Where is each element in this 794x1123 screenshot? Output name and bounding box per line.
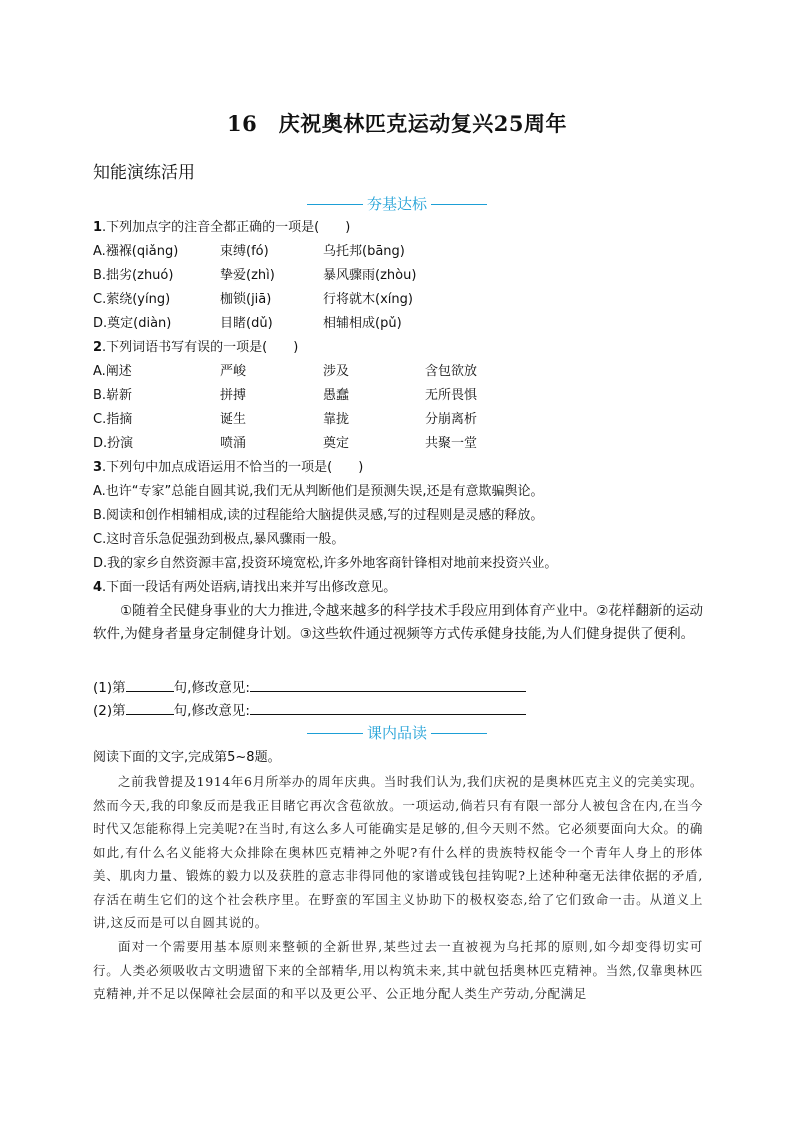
question-number: 2 [93,340,103,355]
answer-label: 句,修改意见: [173,680,250,696]
band-line-left [307,204,363,205]
revision-blank[interactable] [250,677,526,692]
option-item: 含包欲放 [425,364,478,379]
q4-passage: ①随着全民健身事业的大力推进,令越来越多的科学技术手段应用到体育产业中。②花样翻新的运动软件,为健身者量身定制健身计划。③这些软件通过视频等方式传承健身技能,为人们健身提供了便利。 [93,603,703,642]
page-title: 16 庆祝奥林匹克运动复兴25周年 [227,111,567,136]
q4-answer-line-2 [93,700,526,722]
option-item: 行将就木(xíng) [323,292,413,307]
option-item: A.阐述 [93,364,132,379]
question-3 [93,458,363,478]
question-4 [93,578,396,598]
q3-option-d: D.我的家乡自然资源丰富,投资环境宽松,许多外地客商针锋相对地前来投资兴业。 [93,556,558,571]
question-number: 4 [93,580,103,595]
q3-option-b: B.阅读和创作相辅相成,读的过程能给大脑提供灵感,写的过程则是灵感的释放。 [93,508,544,523]
option-item: 分崩离析 [425,412,478,427]
option-item: 束缚(fó) [220,244,269,259]
q4-answer-line-1 [93,677,526,699]
option-item: D.奠定(diàn) [93,316,172,331]
option-item: 乌托邦(bāng) [323,244,405,259]
option-item: B.崭新 [93,388,133,403]
reading-paragraph-2: 面对一个需要用基本原则来整顿的全新世界,某些过去一直被视为乌托邦的原则,如今却变得切实可行。人类必须吸收古文明遗留下来的全部精华,用以构筑未来,其中就包括奥林匹克精神。当然,仅靠奥林匹克精神,并不足以保障社会层面的和平以及更公平、公正地分配人类生产劳动,分配满足 [93,939,703,1001]
q3-option-a: A.也许“专家”总能自圆其说,我们无从判断他们是预测失误,还是有意欺骗舆论。 [93,484,544,499]
option-item: B.拙劣(zhuó) [93,268,174,283]
option-item: C.萦绕(yíng) [93,292,171,307]
question-2 [93,338,298,358]
option-item: D.扮演 [93,436,134,451]
option-item: 共聚一堂 [425,436,478,451]
reading-instruction: 阅读下面的文字,完成第5~8题。 [93,750,281,765]
option-item: 严峻 [220,364,247,379]
option-item: 挚爱(zhì) [220,268,275,283]
option-item: 目睹(dǔ) [220,316,273,331]
band-title: 夯基达标 [366,195,427,213]
answer-label: 句,修改意见: [173,703,250,719]
answer-prefix: (2)第 [93,703,126,719]
option-item: 枷锁(jiā) [220,292,272,307]
option-item: 愚蠢 [323,388,350,403]
option-item: 诞生 [220,412,247,427]
section-band-reading [0,723,794,743]
option-item: 涉及 [323,364,350,379]
question-1 [93,218,350,238]
band-line-right [431,204,487,205]
option-item: 暴风骤雨(zhòu) [323,268,417,283]
question-text: .下面一段话有两处语病,请找出来并写出修改意见。 [102,580,397,595]
question-text: .下列词语书写有误的一项是( ) [102,340,299,355]
band-line-right [431,733,487,734]
question-number: 3 [93,460,103,475]
option-item: C.指摘 [93,412,133,427]
sentence-number-blank[interactable] [126,700,174,715]
q3-option-c: C.这时音乐急促强劲到极点,暴风骤雨一般。 [93,532,345,547]
question-text: .下列加点字的注音全都正确的一项是( ) [102,220,351,235]
option-item: 无所畏惧 [425,388,478,403]
revision-blank[interactable] [250,700,526,715]
band-line-left [307,733,363,734]
question-number: 1 [93,220,103,235]
answer-prefix: (1)第 [93,680,126,696]
option-item: 奠定 [323,436,350,451]
reading-paragraph-1: 之前我曾提及1914年6月所举办的周年庆典。当时我们认为,我们庆祝的是奥林匹克主义的完美实现。然而今天,我的印象反而是我正目睹它再次含苞欲放。一项运动,倘若只有有限一部分人被包含在内,在当今时代又怎能称得上完美呢?在当时,有这么多人可能确实是足够的,但今天则不然。它必须要面向大众。的确如此,有什么名义能将大众排除在奥林匹克精神之外呢?有什么样的贵族特权能令一个青年人身上的形体美、肌肉力量、锻炼的毅力以及获胜的意志非得同他的家谱或钱包挂钩呢?上述种种毫无法律依据的矛盾,存活在萌生它们的这个社会秩序里。在野蛮的军国主义协助下的极权姿态,给了它们致命一击。从道义上讲,这反而是可以自圆其说的。 [93,774,703,930]
option-item: 拼搏 [220,388,247,403]
option-item: 靠拢 [323,412,350,427]
option-item: A.襁褓(qiǎng) [93,244,179,259]
section-label: 知能演练活用 [93,163,195,183]
question-text: .下列句中加点成语运用不恰当的一项是( ) [102,460,364,475]
option-item: 相辅相成(pǔ) [323,316,402,331]
option-item: 喷涌 [220,436,247,451]
band-title: 课内品读 [366,724,427,742]
section-band-basic [0,194,794,214]
sentence-number-blank[interactable] [126,677,174,692]
